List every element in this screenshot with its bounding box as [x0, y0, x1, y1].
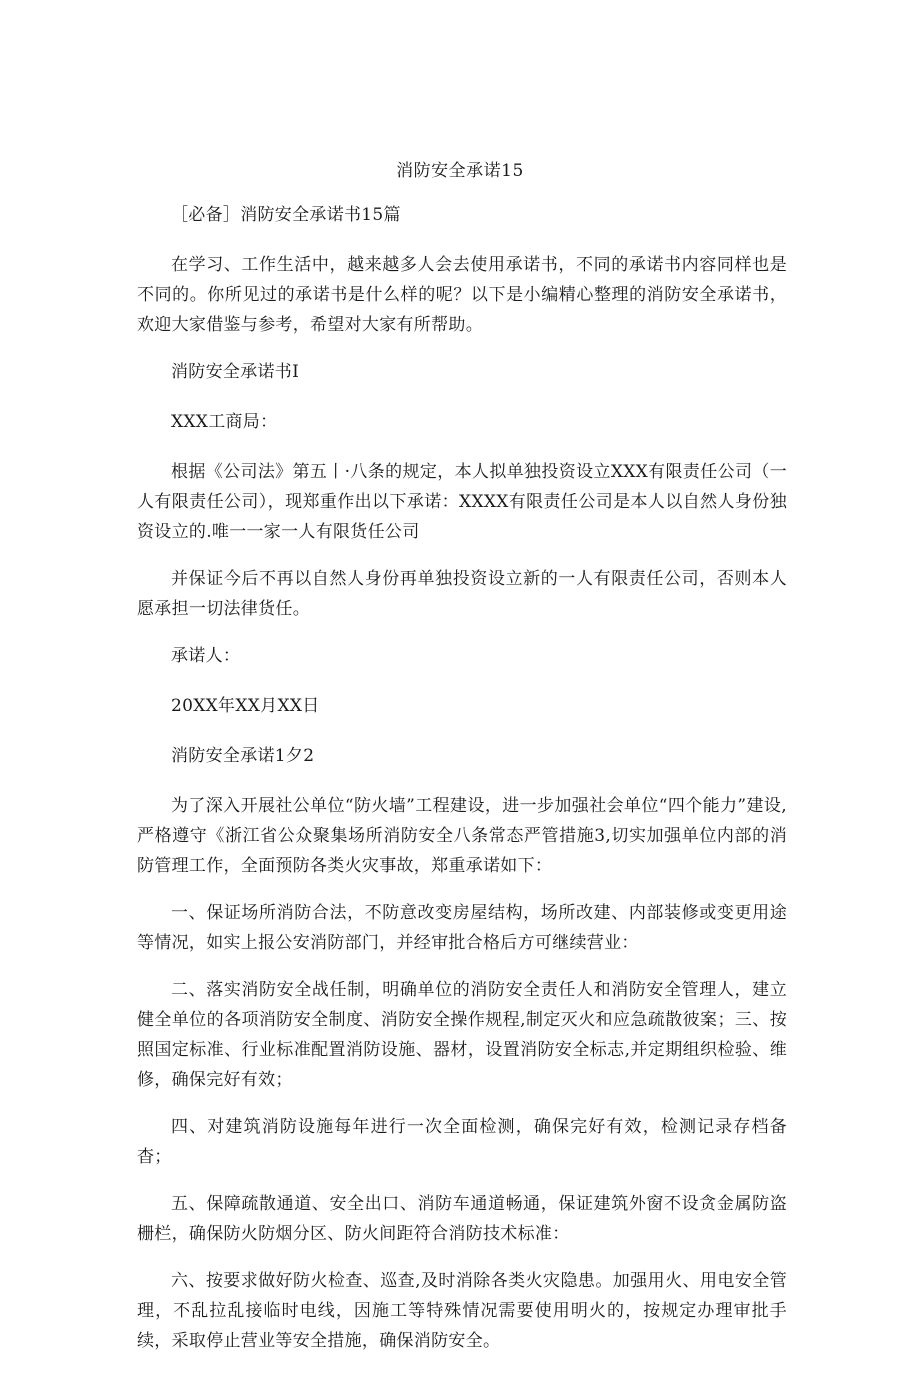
body-paragraph: 并保证今后不再以自然人身份再单独投资设立新的一人有限责任公司，否则本人愿承担一切法律货任。 — [137, 569, 787, 619]
body-paragraph: 为了深入开展社公单位“防火墙”工程建设，进一步加强社会单位“四个能力”建设,严格遵守《浙江省公众聚集场所消防安全八条常态严管措施3,切实加强单位内部的消防管理工作，全面预防各类火灾事故，郑重承诺如下： — [137, 796, 787, 876]
body-paragraph: 根据《公司法》第五丨·八条的规定，本人拟单独投资设立XXX有限责任公司（一人有限责任公司），现郑重作出以下承诺：XXXX有限责任公司是本人以自然人身份独资设立的.唯一一家一人有限货任公司 — [137, 462, 787, 542]
signatory-line: 承诺人： — [171, 646, 241, 666]
document-title: 消防安全承诺15 — [396, 161, 524, 181]
subtitle-paragraph: ［必备］消防安全承诺书15篇 — [171, 205, 401, 225]
list-item-paragraph: 五、保障疏散通道、安全出口、消防车通道畅通，保证建筑外窗不设贪金属防盗栅栏，确保防火防烟分区、防火间距符合消防技术标准： — [137, 1194, 787, 1244]
intro-paragraph: 在学习、工作生活中，越来越多人会去使用承诺书，不同的承诺书内容同样也是不同的。你所见过的承诺书是什么样的呢？以下是小编精心整理的消防安全承诺书，欢迎大家借鉴与参考，希望对大家有所帮助。 — [137, 255, 787, 335]
date-line: 20XX年XX月XX日 — [171, 696, 320, 716]
list-item-paragraph: 一、保证场所消防合法，不防意改变房屋结构，场所改建、内部装修或变更用途等情况，如实上报公安消防部门，并经审批合格后方可继续营业： — [137, 903, 787, 953]
list-item-paragraph: 四、对建筑消防设施每年进行一次全面检测，确保完好有效，检测记录存档备杳； — [137, 1117, 787, 1167]
addressee-line: XXX工商局： — [171, 412, 278, 432]
list-item-paragraph: 二、落实消防安全战任制，明确单位的消防安全责任人和消防安全管理人，建立健全单位的各项消防安全制度、消防安全操作规程,制定灭火和应急疏散彼案；三、按照国定标准、行业标准配置消防设施、器材，设置消防安全标志,并定期组织检验、维修，确保完好有效； — [137, 980, 787, 1090]
section-heading-1: 消防安全承诺书I — [171, 362, 300, 382]
document-body — [137, 200, 787, 1373]
list-item-paragraph: 六、按要求做好防火检查、巡查,及时消除各类火灾隐患。加强用火、用电安全管理，不乱拉乱接临时电线，因施工等特殊情况需要使用明火的，按规定办理审批手续，采取停止营业等安全措施，确保消防安全。 — [137, 1271, 787, 1351]
section-heading-2: 消防安全承诺1夕2 — [171, 746, 315, 766]
